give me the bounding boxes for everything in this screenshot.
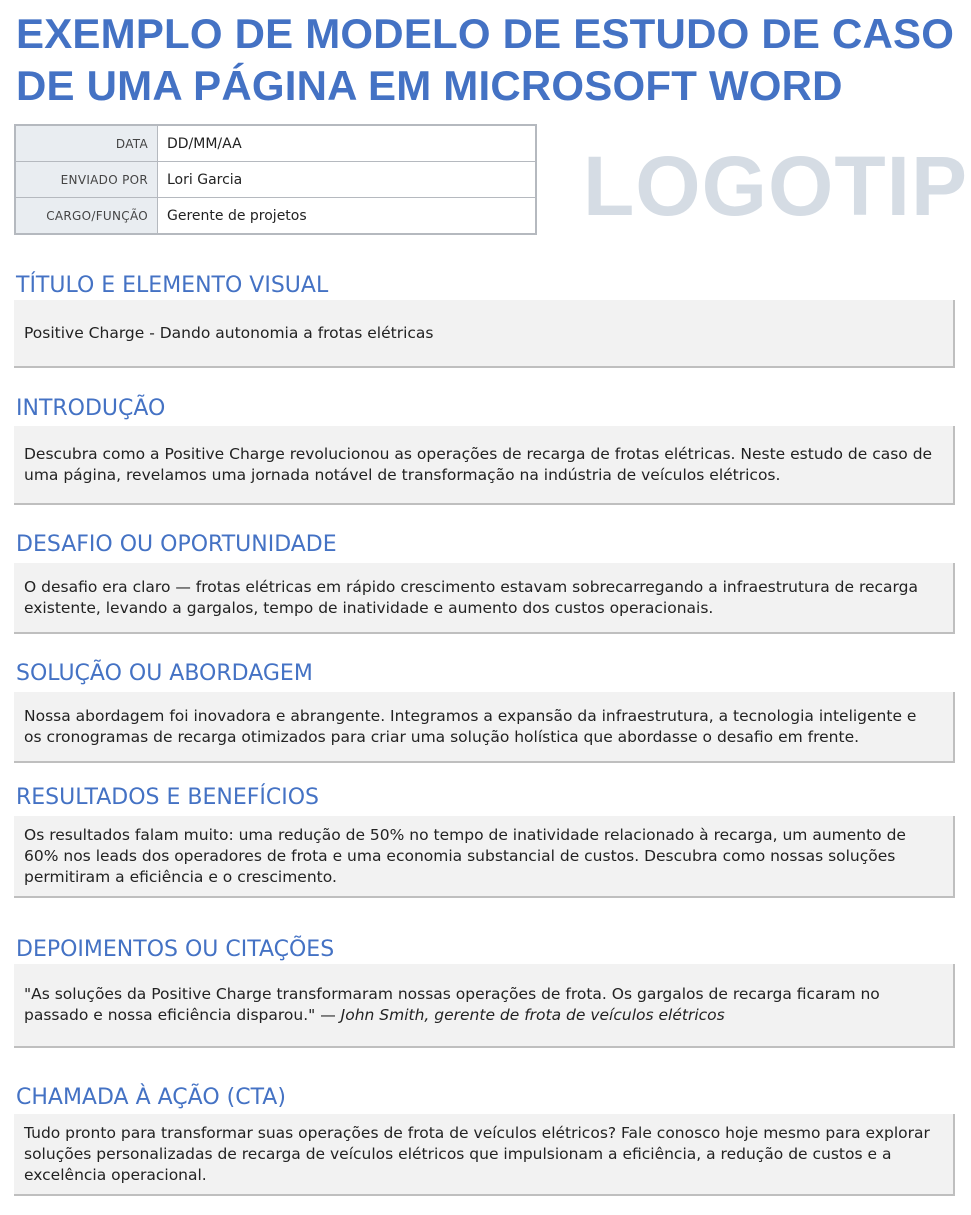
document-title: EXEMPLO DE MODELO DE ESTUDO DE CASO DE UMA PÁGINA EM MICROSOFT WORD — [16, 10, 955, 109]
results-heading: RESULTADOS E BENEFÍCIOS — [16, 785, 319, 810]
testimonials-content-box[interactable] — [14, 964, 955, 1048]
section-title-heading: TÍTULO E ELEMENTO VISUAL — [16, 273, 329, 298]
role-label: CARGO/FUNÇÃO — [15, 198, 158, 235]
meta-table — [14, 124, 537, 235]
challenge-text: O desafio era claro — frotas elétricas em rápido crescimento estavam sobrecarregando a infraestrutura de recarga existente, levando a gargalos, tempo de inatividade e aumento dos custos operacionais. — [24, 577, 918, 617]
role-value[interactable]: Gerente de projetos — [158, 198, 537, 235]
results-text: Os resultados falam muito: uma redução de 50% no tempo de inatividade relacionado à recarga, um aumento de 60% nos leads dos operadores de frota e uma economia substancial de custos. Descubra como nossas soluções permitiram a eficiência e o crescimento. — [24, 825, 906, 886]
title-content-text: Positive Charge - Dando autonomia a frotas elétricas — [24, 323, 434, 342]
testimonial-attribution: John Smith, gerente de frota de veículos elétricos — [340, 1006, 725, 1024]
introduction-text: Descubra como a Positive Charge revolucionou as operações de recarga de frotas elétricas. Neste estudo de caso de uma página, revelamos uma jornada notável de transformação na indústria de veículos elétricos. — [24, 444, 933, 484]
introduction-content-box[interactable] — [14, 426, 955, 505]
sent-by-label: ENVIADO POR — [15, 162, 158, 198]
sent-by-value[interactable]: Lori Garcia — [158, 162, 537, 198]
testimonial-quote: "As soluções da Positive Charge transformaram nossas operações de frota. Os gargalos de recarga ficaram no passado e nossa eficiência disparou." — — [24, 985, 880, 1024]
solution-heading: SOLUÇÃO OU ABORDAGEM — [16, 661, 313, 686]
title-content-box[interactable] — [14, 300, 955, 368]
introduction-heading: INTRODUÇÃO — [16, 396, 166, 421]
testimonials-heading: DEPOIMENTOS OU CITAÇÕES — [16, 937, 335, 962]
solution-text: Nossa abordagem foi inovadora e abrangente. Integramos a expansão da infraestrutura, a tecnologia inteligente e os cronogramas de recarga otimizados para criar uma solução holística que abordasse o desafio em frente. — [24, 706, 917, 746]
challenge-heading: DESAFIO OU OPORTUNIDADE — [16, 532, 337, 557]
cta-heading: CHAMADA À AÇÃO (CTA) — [16, 1085, 286, 1110]
challenge-content-box[interactable] — [14, 563, 955, 634]
testimonial-paragraph — [24, 984, 937, 1026]
meta-row-date — [15, 125, 536, 162]
date-value[interactable]: DD/MM/AA — [158, 125, 537, 162]
meta-row-sent-by — [15, 162, 536, 198]
cta-text: Tudo pronto para transformar suas operações de frota de veículos elétricos? Fale conosco hoje mesmo para explorar soluções personalizadas de recarga de veículos elétricos que impulsionam a eficiência, a redução de custos e a excelência operacional. — [24, 1123, 930, 1184]
date-label: DATA — [15, 125, 158, 162]
logo-placeholder: LOGOTIP — [583, 139, 968, 233]
results-content-box[interactable] — [14, 816, 955, 898]
cta-content-box[interactable] — [14, 1114, 955, 1196]
solution-content-box[interactable] — [14, 692, 955, 763]
meta-row-role — [15, 198, 536, 235]
